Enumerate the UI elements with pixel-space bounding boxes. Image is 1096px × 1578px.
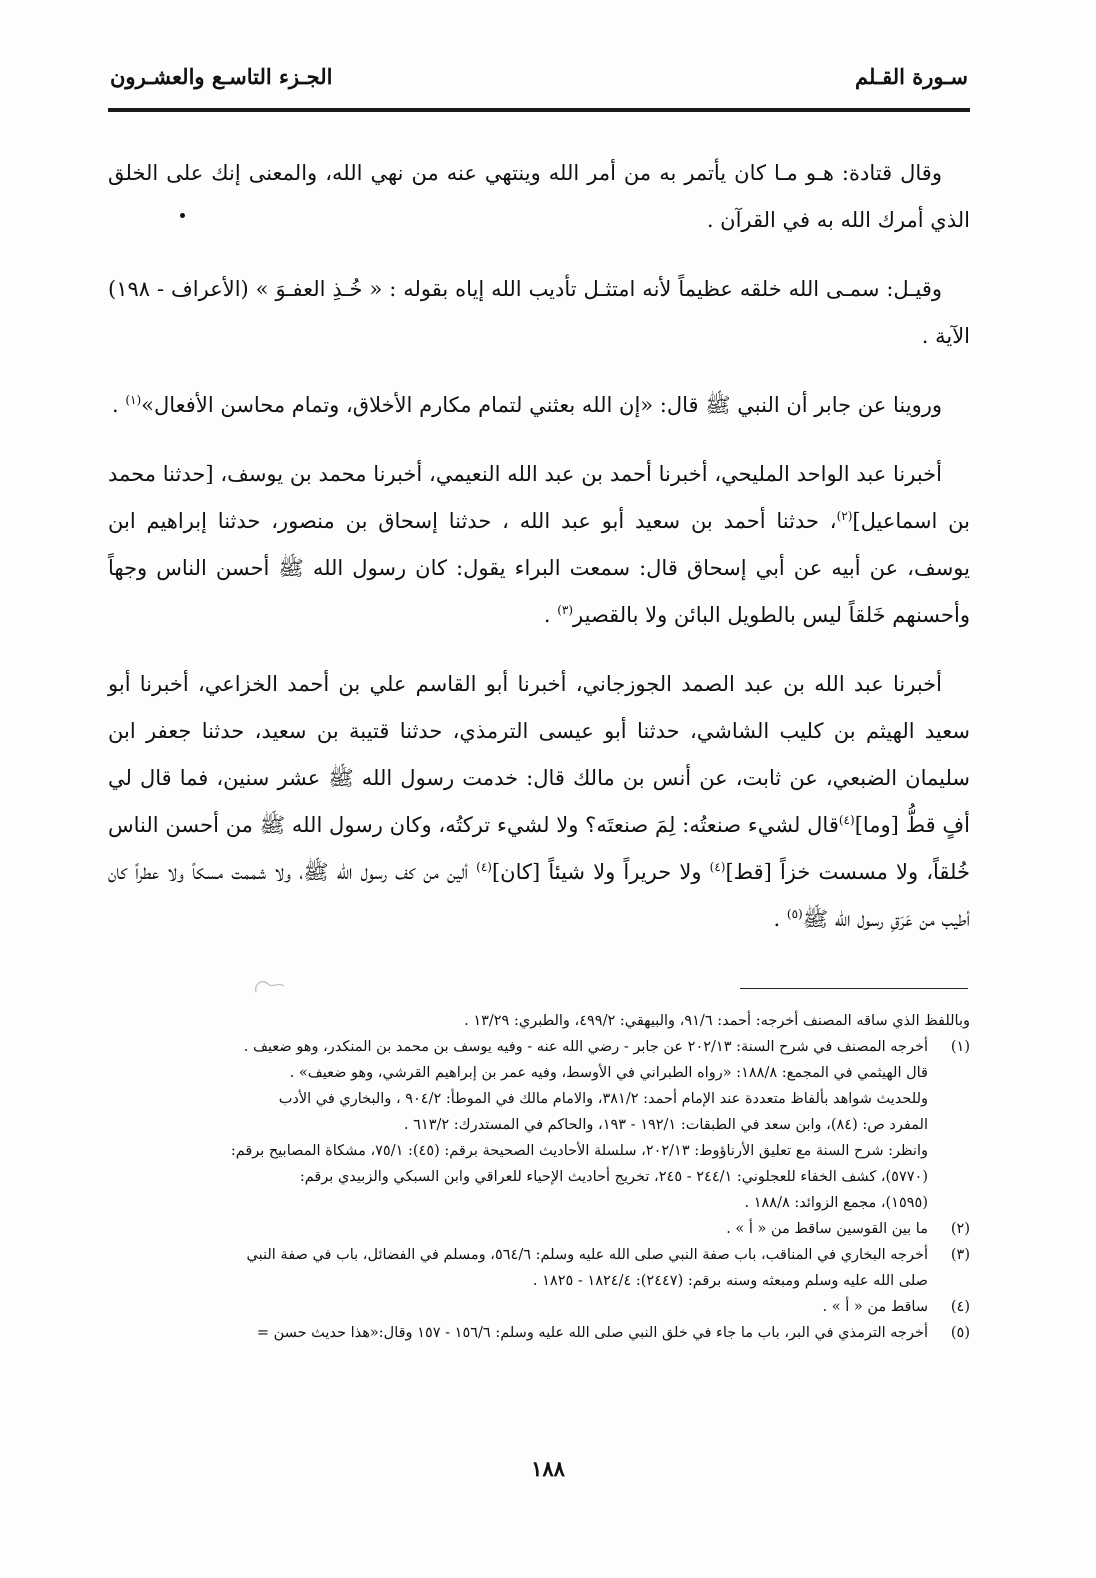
footnote-4-text: ساقط من « أ » . (822, 1299, 928, 1315)
footnote-1-line-4: المفرد ص: (٨٤)، وابن سعد في الطبقات: ١٩٢/١ - ١٩٣، والحاكم في المستدرك: ٦١٣/٢ . (403, 1117, 928, 1133)
footnote-preface: وباللفظ الذي ساقه المصنف أخرجه: أحمد: ٩١/٦، والبيهقي: ٤٩٩/٢، والطبري: ١٣/٢٩ . (464, 1013, 970, 1029)
footnote-1-line-1: أخرجه المصنف في شرح السنة: ٢٠٢/١٣ عن جابر - رضي الله عنه - وفيه يوسف بن محمد بن المنكدر، وهو ضعيف . (243, 1039, 928, 1055)
footnote-4-number: (٤) (950, 1299, 970, 1315)
header-rule (108, 108, 970, 112)
paragraph-qil: وقيـل: سمـى الله خلقه عظيماً لأنه امتثـل تأديب الله إياه بقوله : « خُـذِ العفـوَ » (الأعراف - ١٩٨) الآية . (108, 277, 970, 348)
paragraph-anas-text-b: قال لشيء صنعتُه: لِمَ صنعتَه؟ ولا لشيء تركتُه، وكان رسول الله ﷺ من أحسن الناس خُلقاً، ولا مسست خزاً [قط] (108, 813, 970, 884)
footnote-ref-4b: (٤) (709, 860, 726, 874)
paragraph-anas-text-c: ولا حريراً ولا شيئاً [كان] (491, 860, 710, 884)
footnote-1-number: (١) (950, 1039, 970, 1055)
footnote-5-text: أخرجه الترمذي في البر، باب ما جاء في خلق النبي صلى الله عليه وسلم: ١٥٦/٦ - ١٥٧ وقال:«هذا حديث حسن = (256, 1325, 928, 1341)
footnote-ref-2: (٢) (836, 509, 853, 523)
footnote-2-number: (٢) (950, 1221, 970, 1237)
footnote-5-number: (٥) (950, 1325, 970, 1341)
header-surah: سـورة القـلم (855, 63, 968, 89)
paragraph-anas-text-d: ألين من كف رسول الله ﷺ، ولا شممت مسكاً ولا عطراً كان أطيب من عَرَقِ رسول الله ﷺ (108, 860, 970, 931)
ink-squiggle-icon (250, 976, 290, 996)
footnote-1-line-6: (٥٧٧٠)، كشف الخفاء للعجلوني: ٢٤٤/١ - ٢٤٥، تخريج أحاديث الإحياء للعراقي وابن السبكي والزبيدي برقم: (299, 1169, 928, 1185)
paragraph-qatada: وقال قتادة: هـو مـا كان يأتمر به من أمر الله وينتهي عنه من نهي الله، والمعنى إنك على الخلق الذي أمرك الله به في القرآن . (108, 161, 970, 232)
paragraph-end-mark: . (773, 907, 787, 931)
header-juz: الجـزء التاسـع والعشـرون (110, 63, 333, 89)
footnote-1-line-3: وللحديث شواهد بألفاظ متعددة عند الإمام أحمد: ٣٨١/٢، والامام مالك في الموطأ: ٩٠٤/٢ ، والبخاري في الأدب (278, 1091, 928, 1107)
paragraph-bara (108, 451, 970, 639)
footnote-3-number: (٣) (950, 1247, 970, 1263)
footnote-3-line-2: صلى الله عليه وسلم ومبعثه وسنه برقم: (٢٤٤٧): ١٨٢٤/٤ - ١٨٢٥ . (532, 1273, 928, 1289)
footnotes (108, 1008, 970, 1346)
footnote-1-line-7: (١٥٩٥)، مجمع الزوائد: ١٨٨/٨ . (744, 1195, 928, 1211)
footnote-ref-4a: (٤) (838, 813, 855, 827)
footnote-3-line-1: أخرجه البخاري في المناقب، باب صفة النبي صلى الله عليه وسلم: ٥٦٤/٦، ومسلم في الفضائل، باب في صفة النبي (246, 1247, 928, 1263)
running-header (110, 58, 968, 94)
paragraph-end-mark: . (111, 393, 126, 417)
footnote-1 (108, 1034, 970, 1060)
footnote-1-line-5: وانظر: شرح السنة مع تعليق الأرناؤوط: ٢٠٢/١٣، سلسلة الأحاديث الصحيحة برقم: (٤٥): ٧٥/١، مشكاة المصابيح برقم: (230, 1143, 928, 1159)
footnote-separator (740, 988, 968, 989)
paragraph-jabir (108, 382, 970, 429)
page-number: ١٨٨ (531, 1456, 565, 1481)
paragraph-jabir-text: وروينا عن جابر أن النبي ﷺ قال: «إن الله بعثني لتمام مكارم الأخلاق، وتمام محاسن الأفعال» (141, 393, 942, 417)
footnote-2 (108, 1216, 970, 1242)
main-text (108, 150, 970, 965)
footnote-5 (108, 1320, 970, 1346)
footnote-ref-3: (٣) (557, 603, 574, 617)
paragraph-end-mark: . (543, 603, 558, 627)
paragraph-anas (108, 661, 970, 943)
paragraph-bara-text-a: أخبرنا عبد الواحد المليحي، أخبرنا أحمد بن عبد الله النعيمي، أخبرنا محمد بن يوسف، [حدثنا محمد بن اسماعيل] (108, 462, 970, 533)
footnote-ref-1: (١) (125, 393, 142, 407)
footnote-ref-4c: (٤) (476, 860, 492, 874)
paragraph-anas-text-a: أخبرنا عبد الله بن عبد الصمد الجوزجاني، أخبرنا أبو القاسم علي بن أحمد الخزاعي، أخبرنا أبو سعيد الهيثم بن كليب الشاشي، حدثنا أبو عيسى الترمذي، حدثنا قتيبة بن سعيد، حدثنا جعفر ابن سليمان الضبعي، عن ثابت، عن أنس بن مالك قال: خدمت رسول الله ﷺ عشر سنين، فما قال لي أفٍ قطُّ [وما] (108, 672, 970, 837)
footnote-1-line-2: قال الهيثمي في المجمع: ١٨٨/٨: «رواه الطبراني في الأوسط، وفيه عمر بن إبراهيم القرشي، وهو ضعيف» . (289, 1065, 928, 1081)
paragraph-bara-text-b: ، حدثنا أحمد بن سعيد أبو عبد الله ، حدثنا إسحاق بن منصور، حدثنا إبراهيم ابن يوسف، عن أبيه عن أبي إسحاق قال: سمعت البراء يقول: كان رسول الله ﷺ أحسن الناس وجهاً وأحسنهم خَلقاً ليس بالطويل البائن ولا بالقصير (108, 509, 970, 627)
footnote-3 (108, 1242, 970, 1268)
footnote-ref-5: (٥) (786, 907, 803, 921)
footnote-4 (108, 1294, 970, 1320)
footnote-2-text: ما بين القوسين ساقط من « أ » . (726, 1221, 928, 1237)
